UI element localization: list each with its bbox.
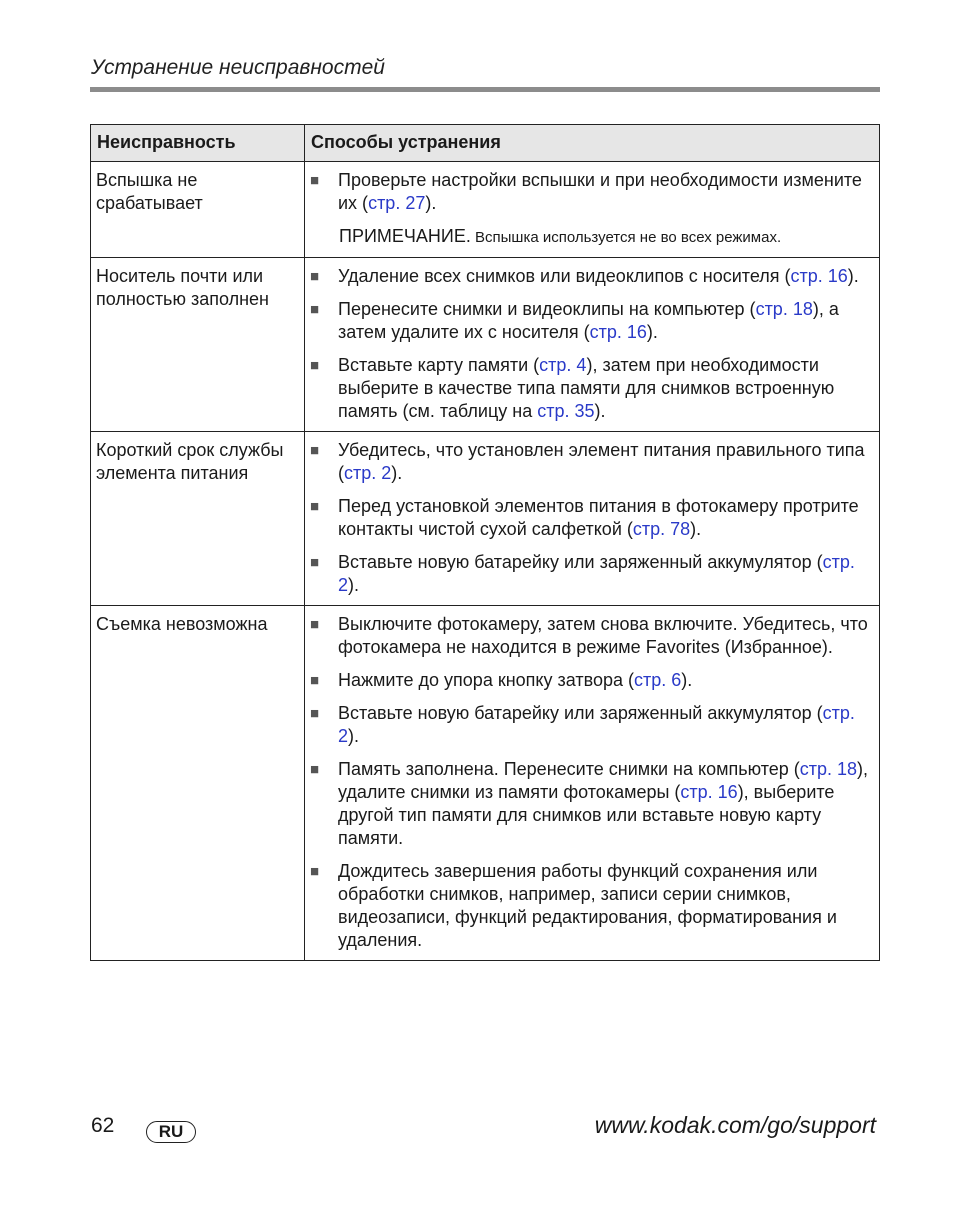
solution-item — [310, 439, 871, 485]
note-text: Вспышка используется не во всех режимах. — [470, 229, 782, 246]
solution-text — [338, 702, 871, 748]
table-header-row — [91, 125, 880, 162]
page-reference-link[interactable]: стр. 27 — [368, 193, 426, 213]
solution-text-segment: Нажмите до упора кнопку затвора ( — [338, 670, 634, 690]
column-header-solutions: Способы устранения — [305, 125, 880, 162]
page-reference-link[interactable]: стр. 18 — [799, 759, 858, 779]
page-reference-link[interactable]: стр. 78 — [632, 519, 691, 539]
solution-item — [310, 702, 871, 748]
solution-text — [338, 551, 871, 597]
page-reference-link[interactable]: стр. 16 — [790, 266, 848, 286]
solution-text-segment: Удаление всех снимков или видеоклипов с носителя ( — [338, 266, 791, 286]
problem-cell: Съемка невозможна — [91, 606, 305, 961]
solutions-cell — [305, 432, 880, 606]
solution-text-segment: Память заполнена. Перенесите снимки на компьютер ( — [338, 759, 800, 779]
square-bullet-icon: ■ — [310, 554, 320, 571]
solution-text — [338, 298, 871, 344]
solution-text-segment: Выключите фотокамеру, затем снова включите. Убедитесь, что фотокамера не находится в режиме Favorites (Избранное). — [338, 614, 868, 657]
square-bullet-icon: ■ — [310, 357, 320, 374]
square-bullet-icon: ■ — [310, 761, 320, 778]
square-bullet-icon: ■ — [310, 705, 320, 722]
table-row — [91, 258, 880, 432]
page-reference-link[interactable]: стр. 35 — [537, 401, 595, 421]
troubleshooting-table — [90, 124, 880, 961]
square-bullet-icon: ■ — [310, 172, 320, 189]
language-badge: RU — [146, 1121, 196, 1143]
solution-text-segment: ). — [348, 726, 360, 746]
solution-text-segment: ). — [348, 575, 360, 595]
square-bullet-icon: ■ — [310, 498, 320, 515]
header-rule — [90, 87, 880, 92]
problem-cell: Короткий срок службы элемента питания — [91, 432, 305, 606]
problem-cell: Носитель почти или полностью заполнен — [91, 258, 305, 432]
solution-item — [310, 669, 871, 692]
solution-item — [310, 613, 871, 659]
solution-text — [338, 169, 871, 215]
solution-text-segment: Перенесите снимки и видеоклипы на компьютер ( — [338, 299, 756, 319]
solutions-cell — [305, 606, 880, 961]
page-reference-link[interactable]: стр. 2 — [338, 552, 855, 595]
square-bullet-icon: ■ — [310, 301, 320, 318]
solution-text-segment: ). — [690, 519, 702, 539]
solution-text-segment: Вставьте карту памяти ( — [338, 355, 540, 375]
page-reference-link[interactable]: стр. 18 — [755, 299, 813, 319]
square-bullet-icon: ■ — [310, 268, 320, 285]
solution-item — [310, 495, 871, 541]
solution-text — [338, 495, 871, 541]
solutions-cell — [305, 258, 880, 432]
table-row — [91, 606, 880, 961]
solution-text-segment: Вставьте новую батарейку или заряженный аккумулятор ( — [338, 703, 823, 723]
solution-text — [338, 439, 871, 485]
solution-text — [338, 265, 871, 288]
solution-text-segment: ). — [594, 401, 606, 421]
solution-text — [338, 860, 871, 952]
square-bullet-icon: ■ — [310, 863, 320, 880]
solution-item — [310, 758, 871, 850]
table-row — [91, 432, 880, 606]
support-url[interactable]: www.kodak.com/go/support — [594, 1112, 876, 1138]
solution-text-segment: ). — [425, 193, 437, 213]
problem-cell: Вспышка не срабатывает — [91, 162, 305, 258]
solution-text-segment: ), а затем удалите их с носителя ( — [338, 299, 839, 342]
solution-text-segment: Проверьте настройки вспышки и при необходимости измените их ( — [338, 170, 862, 213]
solution-text-segment: ). — [391, 463, 403, 483]
page-reference-link[interactable]: стр. 6 — [633, 670, 682, 690]
solution-text-segment: ), выберите другой тип памяти для снимков или вставьте новую карту памяти. — [338, 782, 835, 848]
page-reference-link[interactable]: стр. 16 — [680, 782, 738, 802]
solution-text-segment: ). — [847, 266, 859, 286]
table-row — [91, 162, 880, 258]
solution-text-segment: Дождитесь завершения работы функций сохранения или обработки снимков, например, записи серии снимков, видеозаписи, функций редактирования, форматирования и удаления. — [338, 861, 837, 950]
solution-text-segment: Перед установкой элементов питания в фотокамеру протрите контакты чистой сухой салфеткой ( — [338, 496, 859, 539]
page-number: 62 — [91, 1114, 115, 1137]
solution-text-segment: Вставьте новую батарейку или заряженный аккумулятор ( — [338, 552, 823, 572]
column-header-problem: Неисправность — [91, 125, 305, 162]
solution-text-segment: ), затем при необходимости выберите в качестве типа памяти для снимков встроенную память (см. таблицу на — [338, 355, 835, 421]
note — [339, 225, 871, 249]
solution-text-segment: ), удалите снимки из памяти фотокамеры ( — [338, 759, 869, 802]
page-reference-link[interactable]: стр. 4 — [539, 355, 587, 375]
solution-text — [338, 758, 871, 850]
square-bullet-icon: ■ — [310, 616, 320, 633]
solution-item — [310, 354, 871, 423]
page-reference-link[interactable]: стр. 16 — [589, 322, 647, 342]
solution-item — [310, 298, 871, 344]
solution-item — [310, 265, 871, 288]
solution-item — [310, 860, 871, 952]
note-label: ПРИМЕЧАНИЕ. — [339, 226, 471, 246]
solution-item — [310, 551, 871, 597]
solution-text — [338, 613, 871, 659]
square-bullet-icon: ■ — [310, 672, 320, 689]
page-reference-link[interactable]: стр. 2 — [338, 703, 855, 746]
solution-item — [310, 169, 871, 215]
solution-text-segment: Убедитесь, что установлен элемент питания правильного типа ( — [338, 440, 865, 483]
solution-text — [338, 669, 871, 692]
running-head-title: Устранение неисправностей — [91, 56, 385, 79]
solution-text-segment: ). — [681, 670, 693, 690]
solutions-cell — [305, 162, 880, 258]
solution-text-segment: ). — [646, 322, 658, 342]
square-bullet-icon: ■ — [310, 442, 320, 459]
solution-text — [338, 354, 871, 423]
page-reference-link[interactable]: стр. 2 — [344, 463, 392, 483]
